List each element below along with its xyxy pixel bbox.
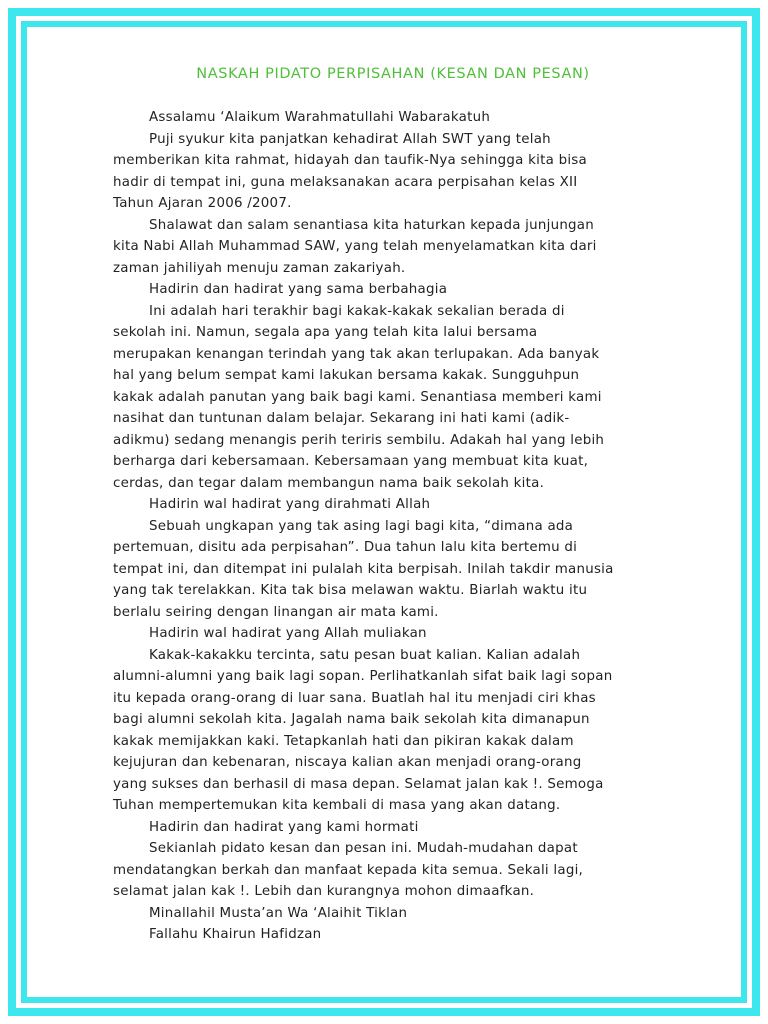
text-line: Fallahu Khairun Hafidzan: [149, 927, 322, 942]
text-line: Kakak-kakakku tercinta, satu pesan buat kalian. Kalian adalah: [149, 647, 581, 663]
text-line: hadir di tempat ini, guna melaksanakan acara perpisahan kelas XII: [113, 174, 578, 190]
document-title: NASKAH PIDATO PERPISAHAN (KESAN DAN PESAN): [196, 66, 590, 82]
text-line: nasihat dan tuntunan dalam belajar. Sekarang ini hati kami (adik-: [113, 411, 570, 426]
text-line: memberikan kita rahmat, hidayah dan taufik-Nya sehingga kita bisa: [113, 153, 587, 168]
text-line: selamat jalan kak !. Lebih dan kurangnya mohon dimaafkan.: [113, 884, 535, 899]
text-line: berlalu seiring dengan linangan air mata kami.: [113, 604, 439, 620]
text-line: Ini adalah hari terakhir bagi kakak-kakak sekalian berada di: [149, 303, 565, 319]
text-line: Shalawat dan salam senantiasa kita haturkan kepada junjungan: [149, 217, 595, 233]
text-line: pertemuan, disitu ada perpisahan”. Dua tahun lalu kita bertemu di: [113, 540, 578, 555]
text-line: kakak adalah panutan yang baik bagi kami. Senantiasa memberi kami: [113, 389, 602, 405]
text-line: adikmu) sedang menangis perih teriris sembilu. Adakah hal yang lebih: [113, 432, 605, 448]
text-line: Minallahil Musta’an Wa ‘Alaihit Tiklan: [149, 905, 408, 921]
text-line: Hadirin wal hadirat yang dirahmati Allah: [149, 497, 431, 512]
text-line: tempat ini, dan ditempat ini pulalah kita berpisah. Inilah takdir manusia: [113, 561, 614, 577]
text-line: berharga dari kebersamaan. Kebersamaan yang membuat kita kuat,: [113, 454, 589, 469]
text-line: Hadirin dan hadirat yang kami hormati: [149, 819, 419, 835]
text-line: Tuhan mempertemukan kita kembali di masa yang akan datang.: [113, 798, 561, 813]
text-line: sekolah ini. Namun, segala apa yang telah kita lalui bersama: [113, 325, 538, 340]
text-line: mendatangkan berkah dan manfaat kepada kita semua. Sekali lagi,: [113, 862, 584, 878]
text-line: yang tak terelakkan. Kita tak bisa melawan waktu. Biarlah waktu itu: [113, 583, 588, 598]
text-line: Hadirin wal hadirat yang Allah muliakan: [149, 626, 427, 641]
text-line: yang sukses dan berhasil di masa depan. Selamat jalan kak !. Semoga: [113, 776, 604, 792]
text-line: Tahun Ajaran 2006 /2007.: [113, 196, 292, 211]
text-line: merupakan kenangan terindah yang tak akan terlupakan. Ada banyak: [113, 346, 600, 362]
text-line: bagi alumni sekolah kita. Jagalah nama baik sekolah kita dimanapun: [113, 712, 590, 727]
text-line: Sebuah ungkapan yang tak asing lagi bagi kita, “dimana ada: [149, 518, 574, 534]
text-line: kakak memijakkan kaki. Tetapkanlah hati dan pikiran kakak dalam: [113, 733, 574, 749]
text-line: alumni-alumni yang baik lagi sopan. Perlihatkanlah sifat baik lagi sopan: [113, 669, 613, 684]
text-line: Hadirin dan hadirat yang sama berbahagia: [149, 282, 448, 297]
text-line: cerdas, dan tegar dalam membangun nama baik sekolah kita.: [113, 475, 545, 491]
text-line: kita Nabi Allah Muhammad SAW, yang telah menyelamatkan kita dari: [113, 239, 597, 254]
text-line: Puji syukur kita panjatkan kehadirat Allah SWT yang telah: [149, 131, 551, 147]
text-line: zaman jahiliyah menuju zaman zakariyah.: [113, 260, 406, 276]
document-page: [113, 62, 673, 946]
text-line: itu kepada orang-orang di luar sana. Buatlah hal itu menjadi ciri khas: [113, 690, 596, 706]
text-line: Sekianlah pidato kesan dan pesan ini. Mudah-mudahan dapat: [149, 841, 578, 856]
text-line: kejujuran dan kebenaran, niscaya kalian akan menjadi orang-orang: [113, 755, 582, 770]
text-line: Assalamu ‘Alaikum Warahmatullahi Wabarakatuh: [149, 110, 491, 125]
document-body: [113, 107, 673, 946]
text-line: hal yang belum sempat kami lakukan bersama kakak. Sungguhpun: [113, 368, 580, 383]
